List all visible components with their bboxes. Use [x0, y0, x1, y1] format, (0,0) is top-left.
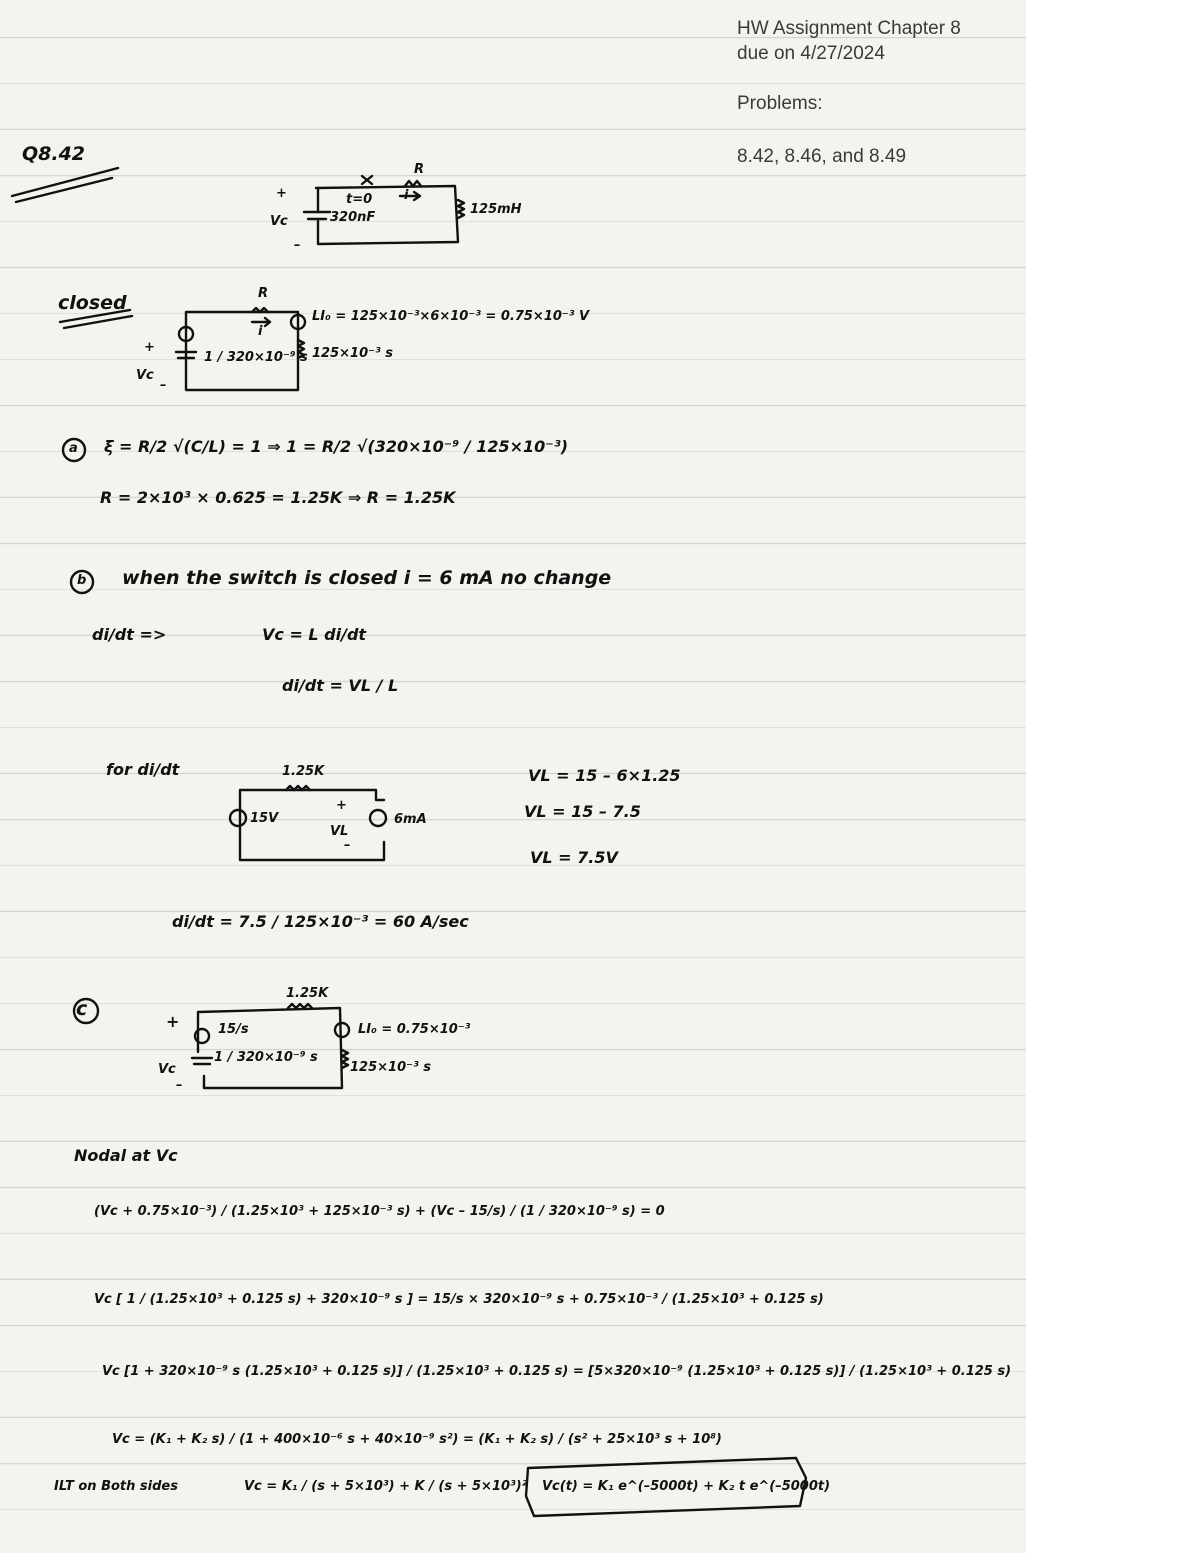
node-eq1: (Vc + 0.75×10⁻³) / (1.25×10³ + 125×10⁻³ s) + (Vc – 15/s) / (1 / 320×10⁻⁹ s) = 0	[94, 1204, 665, 1219]
c3-v: 15V	[250, 811, 279, 826]
part-b-marker: b	[77, 573, 87, 588]
node-label: Nodal at Vc	[74, 1146, 178, 1165]
vl-line2: VL = 15 – 7.5	[524, 802, 641, 821]
c2-minus: –	[160, 378, 167, 393]
problems-label: Problems:	[737, 93, 823, 114]
didt-result: di/dt = 7.5 / 125×10⁻³ = 60 A/sec	[172, 912, 469, 931]
vl-line3: VL = 7.5V	[530, 848, 618, 867]
c4-cap: 1 / 320×10⁻⁹ s	[214, 1050, 318, 1065]
node-eq3: Vc [1 + 320×10⁻⁹ s (1.25×10³ + 0.125 s)] / (1.25×10³ + 0.125 s) = [5×320×10⁻⁹ (1.25×10³ + 0.125 s)] / (1.25×10³ + 0.125 s)	[102, 1364, 1012, 1379]
c1-minus: –	[294, 238, 301, 253]
problems-list: 8.42, 8.46, and 8.49	[737, 146, 907, 167]
assignment-due: due on 4/27/2024	[737, 43, 885, 64]
c1-cap: 320nF	[330, 210, 376, 225]
ilt-label: ILT on Both sides	[54, 1479, 178, 1494]
c3-plus: +	[336, 798, 347, 813]
c2-i: i	[258, 324, 263, 339]
node-eq2: Vc [ 1 / (1.25×10³ + 0.125 s) + 320×10⁻⁹ s ] = 15/s × 320×10⁻⁹ s + 0.75×10⁻³ / (1.25×10³ + 0.125 s)	[94, 1292, 824, 1307]
c4-src: 15/s	[218, 1022, 249, 1037]
c2-vc: Vc	[136, 368, 154, 383]
part-a-line2: R = 2×10³ × 0.625 = 1.25K ⇒ R = 1.25K	[100, 488, 456, 507]
c2-cap: 1 / 320×10⁻⁹ s	[204, 350, 308, 365]
vc-eq: Vc = L di/dt	[262, 625, 367, 644]
vl-line1: VL = 15 – 6×1.25	[528, 766, 681, 785]
assignment-title: HW Assignment Chapter 8	[737, 18, 961, 39]
c1-switch: t=0	[346, 192, 373, 207]
c1-i: i	[404, 188, 409, 203]
page-margin	[1026, 0, 1200, 1553]
c2-li: LI₀ = 125×10⁻³×6×10⁻³ = 0.75×10⁻³ V	[312, 309, 590, 324]
c4-vc: Vc	[158, 1062, 176, 1077]
final-answer: Vc(t) = K₁ e^(–5000t) + K₂ t e^(–5000t)	[542, 1479, 831, 1494]
c3-i: 6mA	[394, 812, 427, 827]
didt-eq: di/dt = VL / L	[282, 676, 399, 695]
didt-label: di/dt =>	[92, 625, 167, 644]
part-a-marker: a	[69, 441, 78, 456]
c4-plus: +	[166, 1012, 180, 1031]
closed-label: closed	[58, 292, 127, 314]
c4-minus: –	[176, 1078, 183, 1093]
part-c-marker: c	[76, 998, 88, 1020]
node-eq5: Vc = K₁ / (s + 5×10³) + K / (s + 5×10³)²	[244, 1479, 528, 1494]
c1-l: 125mH	[470, 202, 522, 217]
c4-ls: 125×10⁻³ s	[350, 1060, 431, 1075]
c4-li: LI₀ = 0.75×10⁻³	[358, 1022, 471, 1037]
c3-minus: –	[344, 838, 351, 853]
c3-r: 1.25K	[282, 764, 325, 779]
part-a-line1: ξ = R/2 √(C/L) = 1 ⇒ 1 = R/2 √(320×10⁻⁹ / 125×10⁻³)	[104, 437, 569, 456]
node-eq4: Vc = (K₁ + K₂ s) / (1 + 400×10⁻⁶ s + 40×10⁻⁹ s²) = (K₁ + K₂ s) / (s² + 25×10³ s + 10⁸)	[112, 1432, 722, 1447]
c1-plus: +	[276, 186, 287, 201]
c2-ls: 125×10⁻³ s	[312, 346, 393, 361]
problem-label: Q8.42	[22, 143, 86, 165]
c2-r: R	[258, 286, 269, 301]
final-answer-box	[0, 0, 1, 1]
for-label: for di/dt	[106, 760, 180, 779]
c1-r: R	[414, 162, 425, 177]
c3-vl: VL	[330, 824, 349, 839]
c1-vc: Vc	[270, 214, 288, 229]
c2-plus: +	[144, 340, 155, 355]
c4-r: 1.25K	[286, 986, 329, 1001]
part-b-text: when the switch is closed i = 6 mA no change	[122, 567, 612, 589]
